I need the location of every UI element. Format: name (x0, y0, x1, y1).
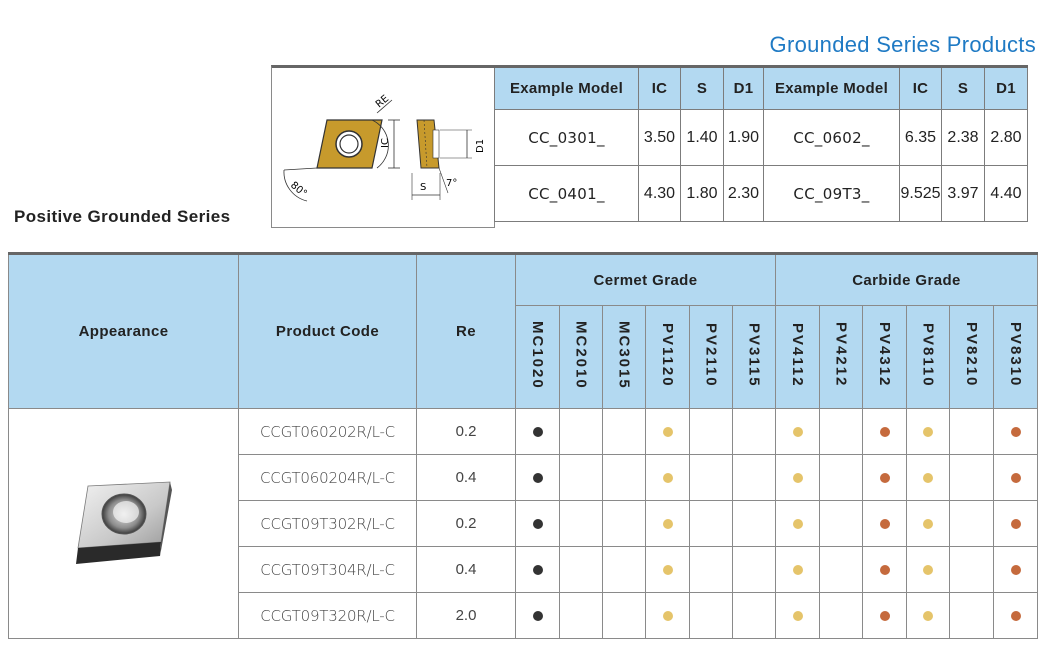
availability-dot-yellow (793, 427, 803, 437)
grade-cell (603, 455, 646, 501)
availability-dot-yellow (793, 565, 803, 575)
grade-cell (516, 455, 560, 501)
example-cell: 3.50 (639, 110, 681, 166)
availability-dot-yellow (923, 565, 933, 575)
example-header: S (942, 67, 985, 110)
grade-cell (776, 455, 820, 501)
example-cell: 3.97 (942, 166, 985, 222)
availability-dot-orange (880, 427, 890, 437)
grade-cell (646, 455, 690, 501)
availability-dot-yellow (793, 519, 803, 529)
grade-cell (776, 547, 820, 593)
grade-cell (820, 409, 863, 455)
availability-dot-black (533, 611, 543, 621)
grade-cell (994, 593, 1038, 639)
availability-dot-orange (880, 473, 890, 483)
grade-cell (733, 455, 776, 501)
grade-cell (690, 547, 733, 593)
grade-header: MC2010 (560, 306, 603, 409)
grade-cell (907, 409, 950, 455)
grade-header: PV4312 (863, 306, 907, 409)
example-model-table (494, 65, 1028, 222)
availability-dot-yellow (793, 611, 803, 621)
example-header: D1 (724, 67, 764, 110)
re-cell: 2.0 (417, 593, 516, 639)
grade-cell (690, 455, 733, 501)
insert-drawing-icon (272, 68, 494, 226)
product-code-header: Product Code (239, 254, 417, 409)
grade-cell (820, 501, 863, 547)
example-header: IC (639, 67, 681, 110)
grade-header: PV4112 (776, 306, 820, 409)
grade-cell (907, 593, 950, 639)
grade-header: MC1020 (516, 306, 560, 409)
availability-dot-orange (880, 519, 890, 529)
example-header: IC (900, 67, 942, 110)
product-code-cell: CCGT09T304R/L-C (239, 547, 417, 593)
grade-cell (560, 409, 603, 455)
grade-header: PV4212 (820, 306, 863, 409)
grade-cell (776, 501, 820, 547)
example-header: Example Model (495, 67, 639, 110)
grade-cell (603, 593, 646, 639)
availability-dot-yellow (663, 427, 673, 437)
example-cell: 4.30 (639, 166, 681, 222)
availability-dot-yellow (923, 519, 933, 529)
availability-dot-orange (1011, 565, 1021, 575)
product-code-cell: CCGT060202R/L-C (239, 409, 417, 455)
availability-dot-yellow (923, 473, 933, 483)
grade-header: PV8210 (950, 306, 994, 409)
grade-cell (646, 501, 690, 547)
example-cell: CC_0602_ (764, 110, 900, 166)
grade-cell (516, 501, 560, 547)
grade-cell (950, 593, 994, 639)
availability-dot-orange (1011, 427, 1021, 437)
grade-cell (863, 455, 907, 501)
re-cell: 0.2 (417, 409, 516, 455)
grade-header: PV2110 (690, 306, 733, 409)
availability-dot-black (533, 427, 543, 437)
grade-cell (994, 455, 1038, 501)
grade-cell (863, 547, 907, 593)
grade-cell (863, 593, 907, 639)
availability-dot-orange (880, 611, 890, 621)
example-cell: 1.90 (724, 110, 764, 166)
carbide-grade-header: Carbide Grade (776, 254, 1038, 306)
grade-cell (690, 409, 733, 455)
example-row (495, 110, 1028, 166)
grade-cell (950, 547, 994, 593)
grade-cell (733, 501, 776, 547)
grade-cell (603, 409, 646, 455)
grade-cell (560, 501, 603, 547)
example-row (495, 166, 1028, 222)
grade-cell (820, 593, 863, 639)
grade-cell (907, 547, 950, 593)
example-cell: 1.80 (681, 166, 724, 222)
product-code-cell: CCGT09T320R/L-C (239, 593, 417, 639)
grade-cell (646, 593, 690, 639)
product-code-cell: CCGT09T302R/L-C (239, 501, 417, 547)
grade-cell (950, 501, 994, 547)
grade-cell (776, 409, 820, 455)
example-cell: 6.35 (900, 110, 942, 166)
availability-dot-yellow (793, 473, 803, 483)
re-label: RE (373, 93, 392, 111)
angle-80-label: 80° (288, 179, 309, 200)
grade-cell (603, 547, 646, 593)
availability-dot-orange (1011, 473, 1021, 483)
grade-cell (516, 593, 560, 639)
re-cell: 0.2 (417, 501, 516, 547)
s-label: S (420, 182, 427, 193)
product-grade-table (8, 252, 1038, 639)
grade-cell (907, 501, 950, 547)
availability-dot-yellow (663, 611, 673, 621)
table-row (9, 409, 1038, 455)
grade-cell (907, 455, 950, 501)
grade-cell (560, 547, 603, 593)
re-header: Re (417, 254, 516, 409)
example-cell: CC_0301_ (495, 110, 639, 166)
example-cell: 2.80 (985, 110, 1028, 166)
grade-cell (733, 409, 776, 455)
example-header: Example Model (764, 67, 900, 110)
product-code-cell: CCGT060204R/L-C (239, 455, 417, 501)
grade-cell (733, 547, 776, 593)
re-cell: 0.4 (417, 547, 516, 593)
availability-dot-orange (880, 565, 890, 575)
example-cell: CC_09T3_ (764, 166, 900, 222)
series-label: Positive Grounded Series (14, 207, 231, 226)
grade-header: PV3115 (733, 306, 776, 409)
insert-photo-icon (66, 478, 182, 570)
grade-cell (516, 547, 560, 593)
availability-dot-yellow (663, 519, 673, 529)
grade-cell (560, 593, 603, 639)
page-title: Grounded Series Products (769, 32, 1036, 57)
grade-cell (603, 501, 646, 547)
grade-cell (820, 547, 863, 593)
example-cell: 2.30 (724, 166, 764, 222)
availability-dot-black (533, 519, 543, 529)
appearance-header: Appearance (9, 254, 239, 409)
availability-dot-orange (1011, 519, 1021, 529)
ic-label: IC (380, 138, 391, 148)
grade-cell (950, 455, 994, 501)
example-cell: 9.525 (900, 166, 942, 222)
availability-dot-black (533, 473, 543, 483)
availability-dot-black (533, 565, 543, 575)
availability-dot-orange (1011, 611, 1021, 621)
grade-header: PV1120 (646, 306, 690, 409)
grade-cell (820, 455, 863, 501)
example-cell: CC_0401_ (495, 166, 639, 222)
grade-cell (690, 501, 733, 547)
grade-cell (863, 501, 907, 547)
grade-cell (690, 593, 733, 639)
availability-dot-yellow (923, 611, 933, 621)
grade-header: PV8110 (907, 306, 950, 409)
example-header: D1 (985, 67, 1028, 110)
re-cell: 0.4 (417, 455, 516, 501)
insert-appearance-image (9, 409, 239, 639)
grade-cell (863, 409, 907, 455)
grade-cell (994, 547, 1038, 593)
grade-cell (560, 455, 603, 501)
cermet-grade-header: Cermet Grade (516, 254, 776, 306)
example-cell: 4.40 (985, 166, 1028, 222)
grade-header: MC3015 (603, 306, 646, 409)
availability-dot-yellow (663, 565, 673, 575)
grade-cell (994, 409, 1038, 455)
grade-cell (733, 593, 776, 639)
availability-dot-yellow (923, 427, 933, 437)
grade-cell (776, 593, 820, 639)
d1-label: D1 (475, 138, 486, 153)
grade-cell (646, 547, 690, 593)
insert-diagram (271, 65, 495, 228)
grade-cell (994, 501, 1038, 547)
grade-header: PV8310 (994, 306, 1038, 409)
grade-cell (950, 409, 994, 455)
example-cell: 2.38 (942, 110, 985, 166)
example-cell: 1.40 (681, 110, 724, 166)
grade-cell (516, 409, 560, 455)
angle-7-label: 7° (446, 178, 458, 189)
grade-cell (646, 409, 690, 455)
availability-dot-yellow (663, 473, 673, 483)
example-header: S (681, 67, 724, 110)
